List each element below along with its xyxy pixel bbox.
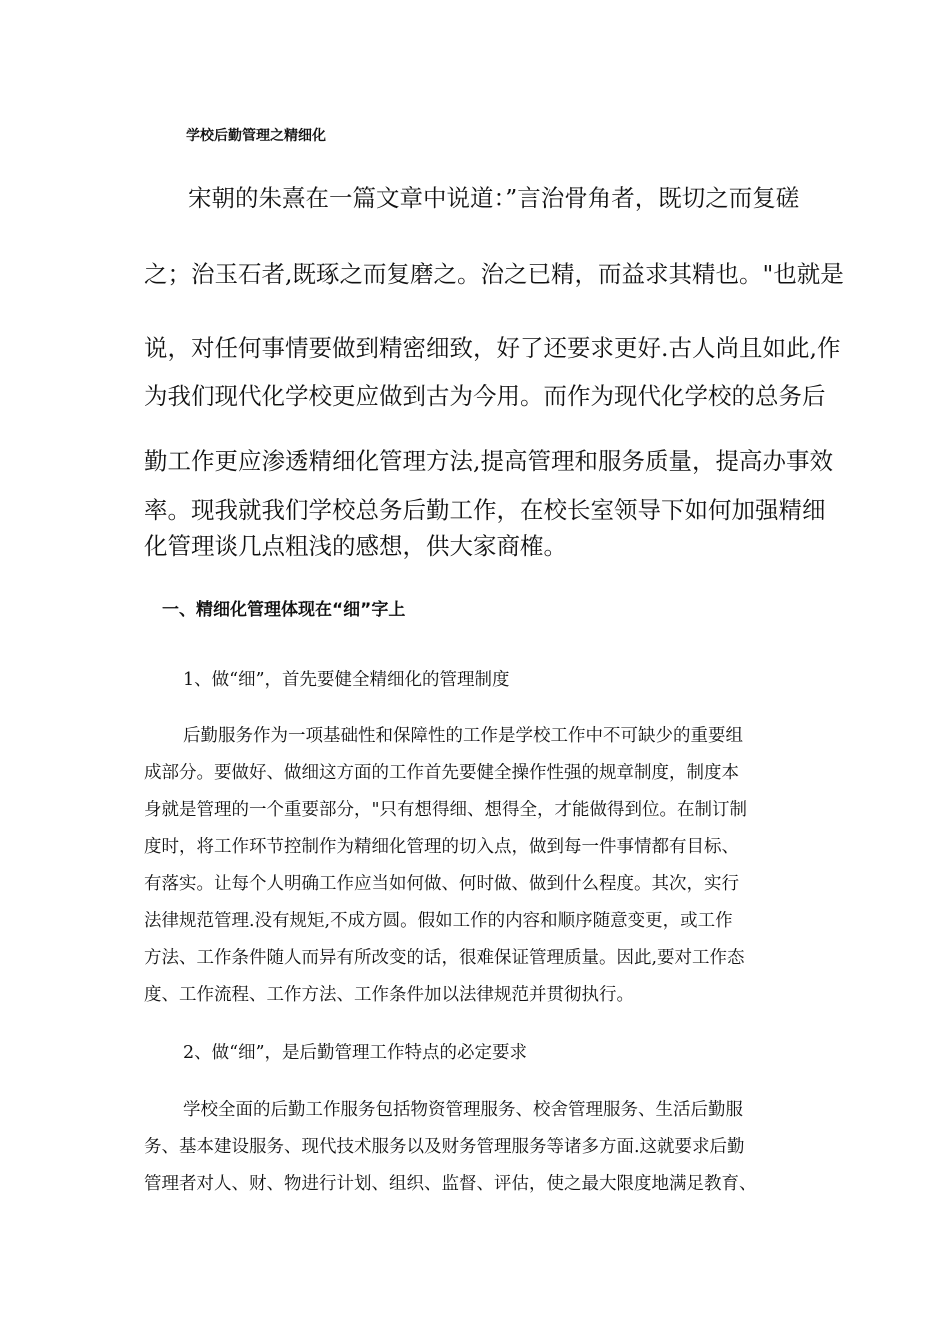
paragraph-line: 后勤服务作为一项基础性和保障性的工作是学校工作中不可缺少的重要组 [183,726,743,746]
intro-line: 宋朝的朱熹在一篇文章中说道：”言治骨角者，既切之而复磋 [188,184,800,212]
intro-line: 说，对任何事情要做到精密细致，好了还要求更好.古人尚且如此,作 [144,334,841,362]
intro-line: 之；治玉石者,既琢之而复磨之。治之已精，而益求其精也。"也就是 [144,260,844,288]
paragraph-line: 管理者对人、财、物进行计划、组织、监督、评估，使之最大限度地满足教育、 [144,1174,757,1194]
intro-line: 勤工作更应渗透精细化管理方法,提高管理和服务质量，提高办事效 [144,447,833,475]
section-heading: 一、精细化管理体现在“细”字上 [162,600,406,620]
subsection-title: 1、做“细”，首先要健全精细化的管理制度 [183,670,510,690]
document-title: 学校后勤管理之精细化 [186,128,326,144]
paragraph-line: 务、基本建设服务、现代技术服务以及财务管理服务等诸多方面.这就要求后勤 [144,1137,745,1157]
paragraph-line: 度时，将工作环节控制作为精细化管理的切入点，做到每一件事情都有目标、 [144,837,739,857]
intro-line: 率。现我就我们学校总务后勤工作，在校长室领导下如何加强精细 [144,496,826,524]
paragraph-line: 身就是管理的一个重要部分，"只有想得细、想得全，才能做得到位。在制订制 [144,800,748,820]
subsection-title: 2、做“细”，是后勤管理工作特点的必定要求 [183,1043,528,1063]
paragraph-line: 有落实。让每个人明确工作应当如何做、何时做、做到什么程度。其次，实行 [144,874,739,894]
intro-line: 为我们现代化学校更应做到古为今用。而作为现代化学校的总务后 [144,382,826,410]
paragraph-line: 成部分。要做好、做细这方面的工作首先要健全操作性强的规章制度，制度本 [144,763,739,783]
paragraph-line: 度、工作流程、工作方法、工作条件加以法律规范并贯彻执行。 [144,985,634,1005]
paragraph-line: 学校全面的后勤工作服务包括物资管理服务、校舍管理服务、生活后勤服 [183,1100,743,1120]
paragraph-line: 方法、工作条件随人而异有所改变的话，很难保证管理质量。因此,要对工作态 [144,948,745,968]
intro-line: 化管理谈几点粗浅的感想，供大家商榷。 [144,532,567,560]
paragraph-line: 法律规范管理.没有规矩,不成方圆。假如工作的内容和顺序随意变更，或工作 [144,911,733,931]
